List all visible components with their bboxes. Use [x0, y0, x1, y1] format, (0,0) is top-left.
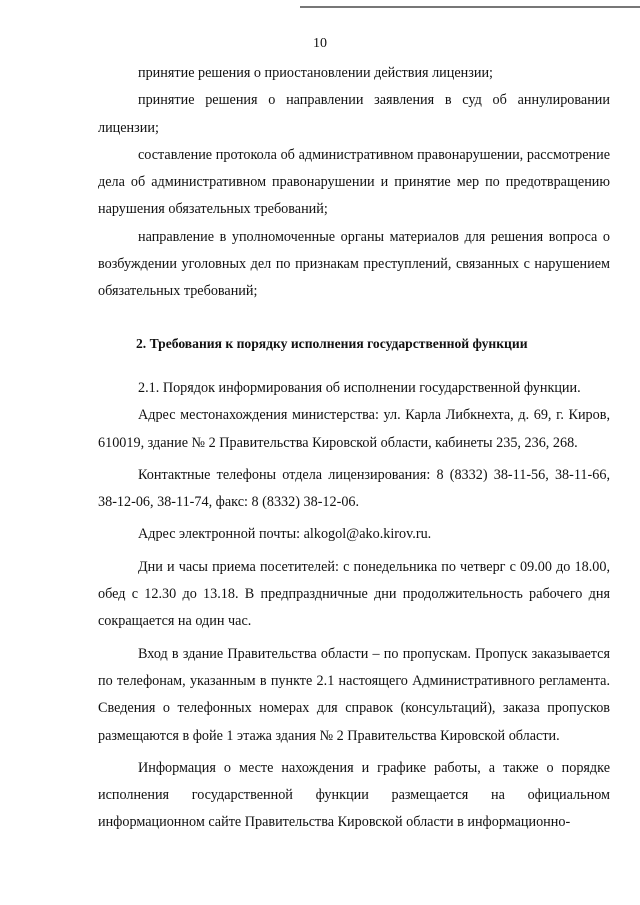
paragraph: 2.1. Порядок информирования об исполнении государственной функции. — [138, 379, 581, 396]
paragraph: Дни и часы приема посетителей: с понедельника по четверг с 09.00 до 18.00, обед с 12.30 до 13.18. В предпраздничные дни продолжительность рабочего дня сокращается на один час. — [98, 558, 610, 630]
scan-edge-line — [300, 6, 640, 8]
paragraph: составление протокола об административном правонарушении, рассмотрение дела об административном правонарушении и принятие мер по предотвращению нарушения обязательных требований; — [98, 146, 610, 218]
paragraph: принятие решения о приостановлении действия лицензии; — [138, 65, 493, 81]
paragraph: Контактные телефоны отдела лицензирования: 8 (8332) 38-11-56, 38-11-66, 38-12-06, 38-11-74, факс: 8 (8332) 38-12-06. — [98, 466, 610, 511]
page-number: 10 — [313, 36, 327, 51]
paragraph: Адрес электронной почты: alkogol@ako.kirov.ru. — [138, 526, 432, 543]
section-heading: 2. Требования к порядку исполнения государственной функции — [136, 335, 528, 351]
paragraph: принятие решения о направлении заявления в суд об аннулировании лицензии; — [98, 92, 610, 136]
document-body — [98, 60, 610, 837]
paragraph: направление в уполномоченные органы материалов для решения вопроса о возбуждении уголовных дел по признакам преступлений, связанных с нарушением обязательных требований; — [98, 228, 610, 300]
paragraph: Адрес местонахождения министерства: ул. Карла Либкнехта, д. 69, г. Киров, 610019, здание № 2 Правительства Кировской области, кабинеты 235, 236, 268. — [98, 407, 610, 451]
paragraph: Вход в здание Правительства области – по пропускам. Пропуск заказывается по телефонам, указанным в пункте 2.1 настоящего Административного регламента. Сведения о телефонных номерах для справок (консультаций), заказа пропусков размещаются в фойе 1 этажа здания № 2 Правительства Кировской области. — [98, 645, 610, 744]
paragraph: Информация о месте нахождения и графике работы, а также о порядке исполнения государственной функции размещается на официальном информационном сайте Правительства Кировской области в информационно- — [98, 759, 610, 831]
